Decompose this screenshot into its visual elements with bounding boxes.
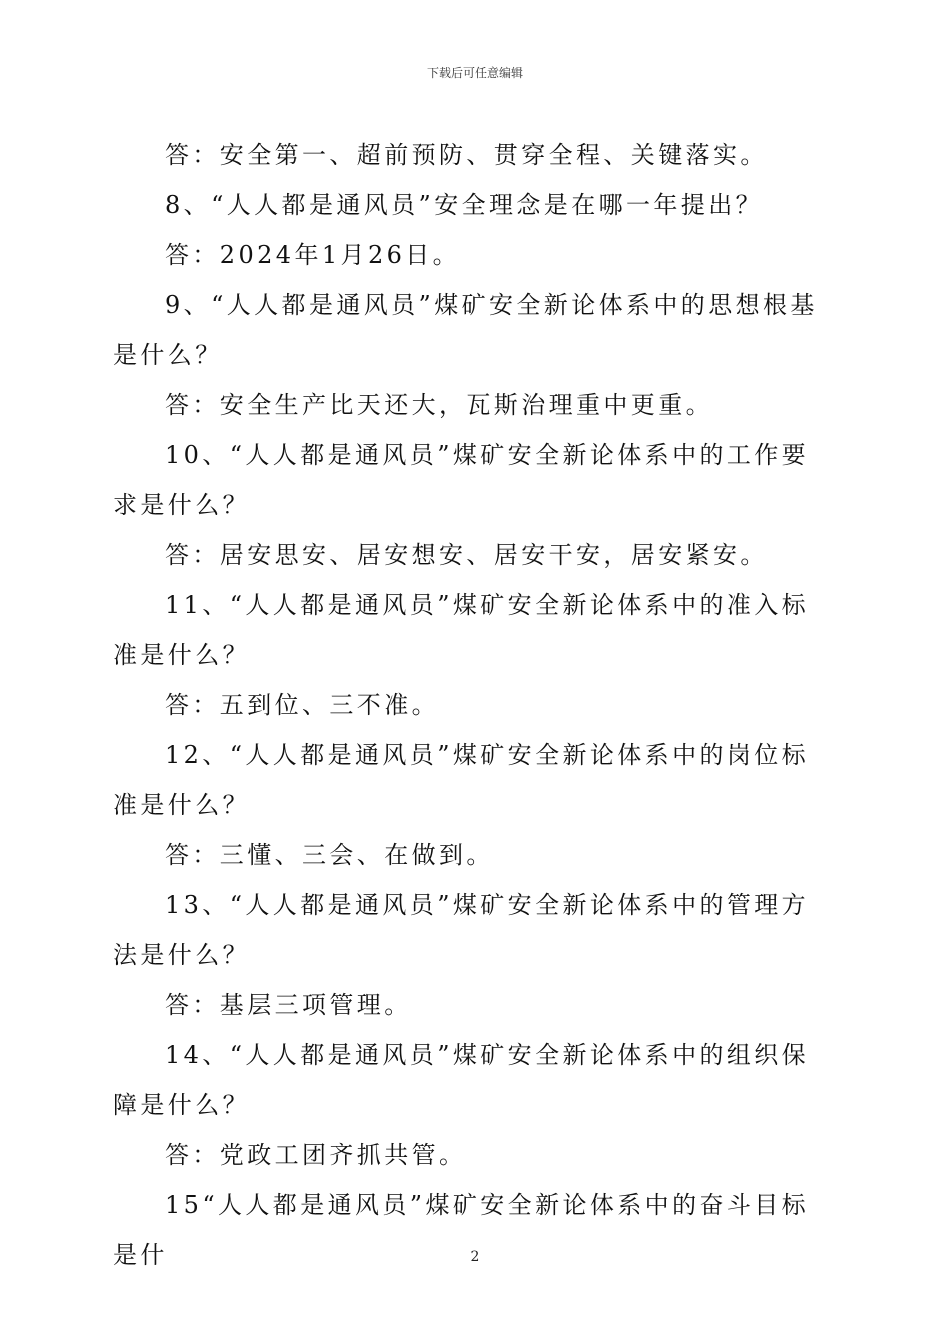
paragraph: 答：基层三项管理。 [165,991,412,1019]
paragraph: 13、“人人都是通风员”煤矿安全新论体系中的管理方法是什么？ [113,891,810,969]
paragraph: 答：三懂、三会、在做到。 [165,841,494,869]
paragraph: 14、“人人都是通风员”煤矿安全新论体系中的组织保障是什么？ [113,1041,810,1119]
paragraph: 9、“人人都是通风员”煤矿安全新论体系中的思想根基是什么？ [113,291,818,369]
header-note: 下载后可任意编辑 [426,66,523,80]
body-text [113,130,829,1280]
paragraph: 答：2024年1月26日。 [165,241,461,269]
page-number: 2 [470,1249,480,1265]
paragraph: 答：居安思安、居安想安、居安干安，居安紧安。 [165,541,768,569]
paragraph: 15“人人都是通风员”煤矿安全新论体系中的奋斗目标是什 [113,1191,810,1269]
paragraph: 答：安全第一、超前预防、贯穿全程、关键落实。 [165,141,768,169]
paragraph: 答：五到位、三不准。 [165,691,439,719]
paragraph: 答：党政工团齐抓共管。 [165,1141,467,1169]
paragraph: 12、“人人都是通风员”煤矿安全新论体系中的岗位标准是什么？ [113,741,810,819]
paragraph: 答：安全生产比天还大，瓦斯治理重中更重。 [165,391,713,419]
paragraph: 10、“人人都是通风员”煤矿安全新论体系中的工作要求是什么？ [113,441,810,519]
paragraph: 11、“人人都是通风员”煤矿安全新论体系中的准入标准是什么？ [113,591,810,669]
paragraph: 8、“人人都是通风员”安全理念是在哪一年提出？ [165,191,764,219]
